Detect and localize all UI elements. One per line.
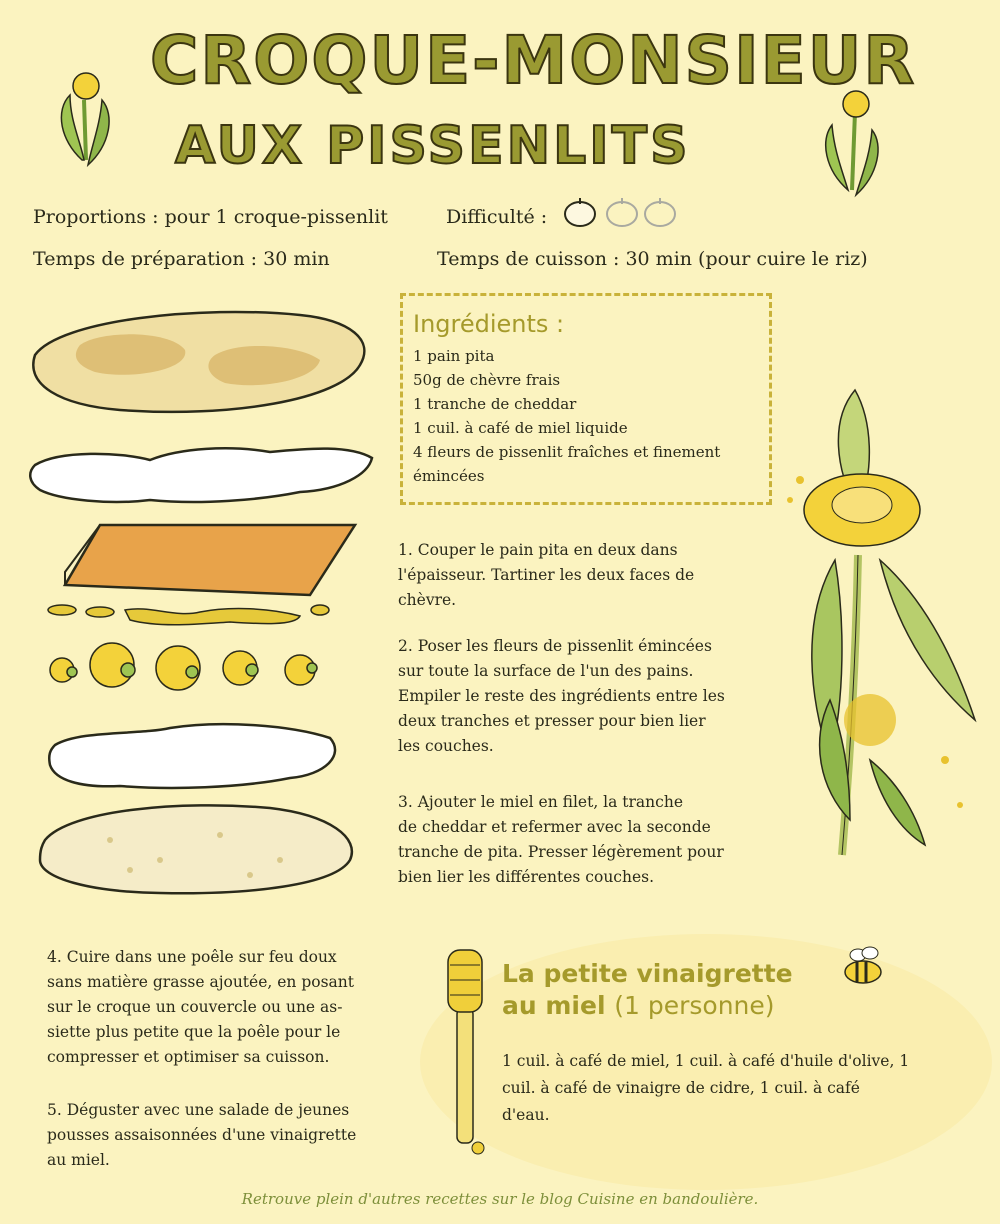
proportions: Proportions : pour 1 croque-pissenlit [33,206,388,228]
vinaigrette-title-line1: La petite vinaigrette [502,959,793,988]
ingredient-item: émincées [413,467,485,485]
dandelion-left-icon [61,73,109,165]
pita-top-illustration [33,312,364,412]
ingredient-item: 1 tranche de cheddar [413,395,577,413]
vinaigrette-title-bold2: au miel [502,991,606,1020]
step-2: 2. Poser les fleurs de pissenlit émincées sur toute la surface de l'un des pains. Empiler le reste des ingrédients entre les deux tranches et presser pour bien lier les couches. [398,637,725,755]
step-4: 4. Cuire dans une poêle sur feu doux sans matière grasse ajoutée, en posant sur le croque un couvercle ou une as- siette plus petite que la poêle pour le compresser et optimiser sa cuisson. [47,948,354,1066]
step-3: 3. Ajouter le miel en filet, la tranche de cheddar et refermer avec la seconde tranche de pita. Presser légèrement pour bien lier les différentes couches. [398,793,724,886]
vinaigrette-title [502,958,793,1022]
ingredients-title: Ingrédients : [413,310,565,338]
vinaigrette-portion: (1 personne) [614,991,775,1020]
goat-cheese-bottom-illustration [49,724,335,788]
recipe-title-line1: CROQUE-MONSIEUR [150,22,917,99]
step-1: 1. Couper le pain pita en deux dans l'épaisseur. Tartiner les deux faces de chèvre. [398,541,695,609]
ingredient-item: 1 pain pita [413,347,495,365]
step-5: 5. Déguster avec une salade de jeunes pousses assaisonnées d'une vinaigrette au miel. [47,1101,357,1169]
recipe-title-line2: AUX PISSENLITS [175,116,691,176]
pita-bottom-illustration [40,805,352,893]
prep-time: Temps de préparation : 30 min [33,248,330,270]
cook-time: Temps de cuisson : 30 min (pour cuire le riz) [437,248,868,270]
ingredients-box [400,293,772,505]
difficulty-garlic-icons [565,198,675,226]
large-dandelion-illustration [787,390,975,855]
ingredients-list [413,344,759,488]
ingredient-item: 50g de chèvre frais [413,371,561,389]
ingredient-item: 1 cuil. à café de miel liquide [413,419,628,437]
difficulty-label: Difficulté : [446,206,548,228]
vinaigrette-text: 1 cuil. à café de miel, 1 cuil. à café d'huile d'olive, 1 cuil. à café de vinaigre de cidre, 1 cuil. à café d'eau. [502,1052,910,1124]
honey-drizzle-illustration [48,605,329,625]
ingredient-item: 4 fleurs de pissenlit fraîches et finement [413,443,721,461]
dandelion-pieces-illustration [50,643,317,690]
cheddar-illustration [65,525,355,595]
goat-cheese-top-illustration [30,448,372,502]
bee-icon [845,947,881,983]
dandelion-right-icon [826,91,878,195]
footer-note: Retrouve plein d'autres recettes sur le blog Cuisine en bandoulière. [241,1190,759,1208]
vinaigrette-title-line2 [502,990,793,1022]
